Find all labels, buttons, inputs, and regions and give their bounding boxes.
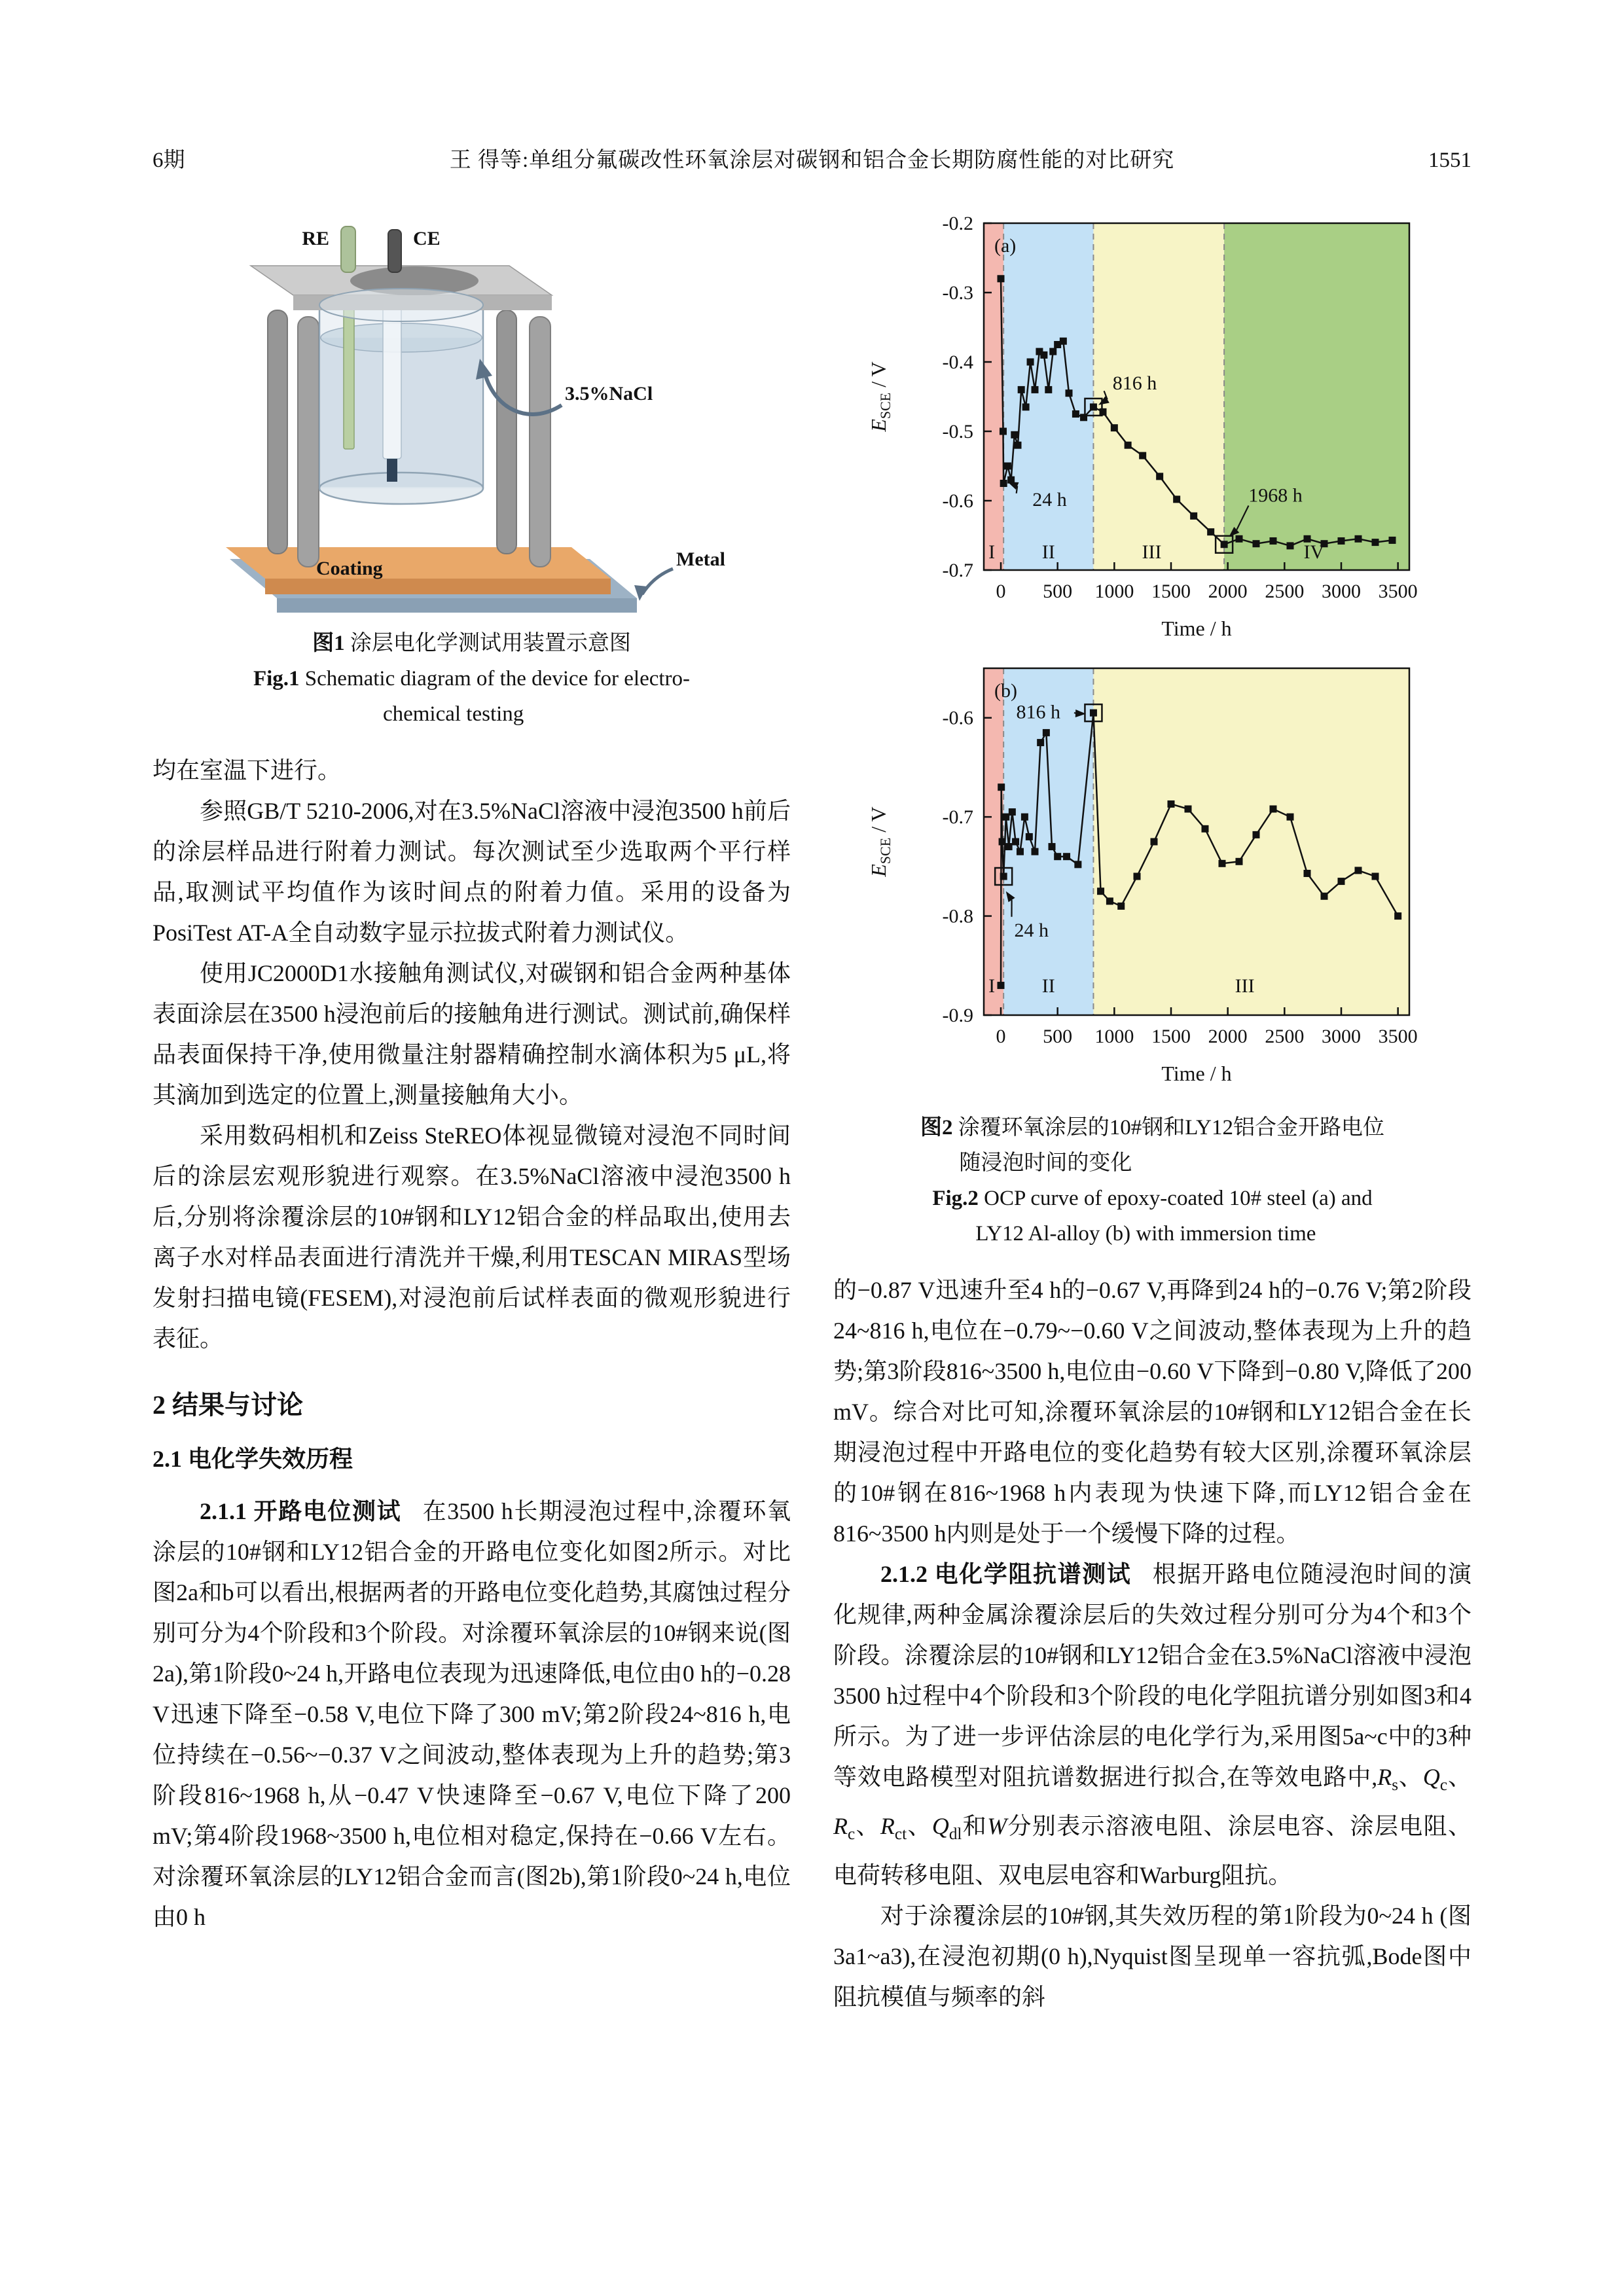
metal-arrow bbox=[634, 569, 673, 601]
svg-text:(a): (a) bbox=[994, 235, 1017, 257]
svg-text:3500: 3500 bbox=[1378, 1026, 1418, 1047]
paragraph: 对于涂覆涂层的10#钢,其失效历程的第1阶段为0~24 h (图3a1~a3),在浸泡初期(0 h),Nyquist图呈现单一容抗弧,Bode图中阻抗模值与频率的斜 bbox=[833, 1903, 1471, 2011]
svg-text:-0.2: -0.2 bbox=[942, 213, 973, 234]
svg-text:I: I bbox=[988, 975, 996, 997]
svg-text:Time / h: Time / h bbox=[1161, 1062, 1232, 1085]
figure-1-caption-cn bbox=[312, 626, 631, 661]
svg-text:0: 0 bbox=[996, 581, 1006, 602]
metal-label: Metal bbox=[676, 548, 725, 570]
figure-1-number-en: Fig.1 bbox=[253, 667, 300, 691]
subsubsection-heading: 2.1.2 电化学阻抗谱测试 bbox=[880, 1561, 1132, 1587]
svg-text:2000: 2000 bbox=[1208, 1026, 1248, 1047]
svg-text:24 h: 24 h bbox=[1014, 919, 1049, 941]
paragraph-text: 在3500 h长期浸泡过程中,涂覆环氧涂层的10#钢和LY12铝合金的开路电位变化如图2所示。对比图2a和b可以看出,根据两者的开路电位变化趋势,其腐蚀过程分别可分为4个阶段和3个阶段。对涂覆环氧涂层的10#钢来说(图2a),第1阶段0~24 h,开路电位表现为迅速降低,电位由0 h的−0.28 V迅速下降至−0.58 V,电位下降了300 mV;第2阶段24~816 h,电位持续在−0.56~−0.37 V之间波动,整体表现为上升的趋势;第3阶段816~1968 h,从−0.47 V快速降至−0.67 V,电位下降了200 mV;第4阶段1968~3500 h,电位相对稳定,保持在−0.66 V左右。对涂覆环氧涂层的LY12铝合金而言(图2b),第1阶段0~24 h,电位由0 h bbox=[153, 1498, 791, 1930]
running-title: 王 得等:单组分氟碳改性环氧涂层对碳钢和铝合金长期防腐性能的对比研究 bbox=[449, 149, 1175, 172]
page-number: 1551 bbox=[1428, 149, 1471, 172]
svg-text:816 h: 816 h bbox=[1112, 372, 1157, 394]
svg-text:-0.5: -0.5 bbox=[942, 421, 973, 442]
ce-label: CE bbox=[413, 228, 441, 249]
figure-1-illustration bbox=[153, 207, 791, 613]
svg-text:ESCE / V: $E_{SCE}$ / V bbox=[867, 361, 893, 432]
svg-text:I: I bbox=[988, 541, 996, 563]
section-heading: 2 结果与讨论 bbox=[153, 1390, 303, 1420]
svg-text:II: II bbox=[1041, 975, 1055, 997]
figure-2-caption-cn-line2: 随浸泡时间的变化 bbox=[959, 1151, 1132, 1175]
svg-text:-0.6: -0.6 bbox=[942, 490, 973, 512]
ocp-chart-b bbox=[833, 652, 1471, 1097]
svg-text:-0.6: -0.6 bbox=[942, 707, 973, 729]
ocp-chart-a bbox=[833, 207, 1471, 652]
svg-text:2000: 2000 bbox=[1208, 581, 1248, 602]
left-column bbox=[153, 196, 791, 1937]
svg-text:III: III bbox=[1235, 975, 1255, 997]
svg-text:1000: 1000 bbox=[1094, 581, 1134, 602]
svg-text:III: III bbox=[1142, 541, 1162, 563]
svg-text:816 h: 816 h bbox=[1016, 701, 1060, 723]
svg-text:1000: 1000 bbox=[1094, 1026, 1134, 1047]
figure-1 bbox=[153, 207, 791, 732]
page-header bbox=[153, 143, 1471, 173]
figure-1-caption-cn-text: 涂层电化学测试用装置示意图 bbox=[344, 632, 631, 655]
paragraph: 均在室温下进行。 bbox=[153, 757, 342, 783]
figure-2 bbox=[833, 207, 1471, 1251]
figure-2-caption-cn-line1 bbox=[920, 1110, 1384, 1145]
right-column-text bbox=[833, 1270, 1471, 2017]
svg-text:1500: 1500 bbox=[1151, 581, 1191, 602]
figure-1-caption-en-text1: Schematic diagram of the device for electro- bbox=[299, 667, 691, 691]
figure-2-caption-en-text1: OCP curve of epoxy-coated 10# steel (a) and bbox=[978, 1187, 1373, 1210]
subsubsection-heading: 2.1.1 开路电位测试 bbox=[200, 1498, 402, 1524]
svg-text:-0.3: -0.3 bbox=[942, 282, 973, 304]
svg-text:-0.4: -0.4 bbox=[942, 351, 973, 373]
svg-text:(b): (b) bbox=[994, 680, 1017, 702]
paragraph bbox=[153, 1491, 791, 1937]
svg-text:24 h: 24 h bbox=[1032, 488, 1067, 511]
paragraph: 参照GB/T 5210-2006,对在3.5%NaCl溶液中浸泡3500 h前后的涂层样品进行附着力测试。每次测试至少选取两个平行样品,取测试平均值作为该时间点的附着力值。采用的设备为PosiTest AT-A全自动数字显示拉拔式附着力测试仪。 bbox=[153, 798, 791, 946]
figure-2-caption-en-line1 bbox=[932, 1181, 1372, 1216]
figure-2-caption-cn-text1: 涂覆环氧涂层的10#钢和LY12铝合金开路电位 bbox=[952, 1116, 1384, 1139]
svg-text:Time / h: Time / h bbox=[1161, 617, 1232, 640]
paragraph-text: 根据开路电位随浸泡时间的演化规律,两种金属涂覆涂层后的失效过程分别可分为4个和3个阶段。涂覆涂层的10#钢和LY12铝合金在3.5%NaCl溶液中浸泡3500 h过程中4个阶段和3个阶段的电化学阻抗谱分别如图3和4所示。为了进一步评估涂层的电化学行为,采用图5a~c中的3种等效电路模型对阻抗谱数据进行拟合,在等效电路中$,R_s$、$Q_c$、$R_c$、$R_{ct}$、$Q_{dl}$和W分别表示溶液电阻、涂层电容、涂层电阻、电荷转移电阻、双电层电容和Warburg阻抗。 bbox=[833, 1561, 1471, 1889]
figure-1-caption-en-line1 bbox=[253, 661, 690, 696]
svg-text:3000: 3000 bbox=[1322, 581, 1361, 602]
paragraph: 的−0.87 V迅速升至4 h的−0.67 V,再降到24 h的−0.76 V;第2阶段24~816 h,电位在−0.79~−0.60 V之间波动,整体表现为上升的趋势;第3阶段816~3500 h,电位由−0.60 V下降到−0.80 V,降低了200 mV。综合对比可知,涂覆环氧涂层的10#钢和LY12铝合金在长期浸泡过程中开路电位的变化趋势有较大区别,涂覆环氧涂层的10#钢在816~1968 h内表现为快速下降,而LY12铝合金在816~3500 h内则是处于一个缓慢下降的过程。 bbox=[833, 1277, 1471, 1547]
subsection-heading: 2.1 电化学失效历程 bbox=[153, 1446, 353, 1472]
paragraph bbox=[833, 1554, 1471, 1895]
coating-layer bbox=[226, 547, 611, 594]
re-label: RE bbox=[302, 228, 329, 249]
svg-text:-0.8: -0.8 bbox=[942, 905, 973, 927]
paragraph: 采用数码相机和Zeiss SteREO体视显微镜对浸泡不同时间后的涂层宏观形貌进行观察。在3.5%NaCl溶液中浸泡3500 h后,分别将涂覆涂层的10#钢和LY12铝合金的样品取出,使用去离子水对样品表面进行清洗并干燥,利用TESCAN MIRAS型场发射扫描电镜(FESEM),对浸泡前后试样表面的微观形貌进行表征。 bbox=[153, 1122, 791, 1352]
svg-text:1500: 1500 bbox=[1151, 1026, 1191, 1047]
figure-1-caption-en-line2: chemical testing bbox=[382, 702, 524, 726]
figure-2-caption-en-line2: LY12 Al-alloy (b) with immersion time bbox=[975, 1222, 1316, 1246]
svg-text:2500: 2500 bbox=[1265, 581, 1305, 602]
figure-2-number-en: Fig.2 bbox=[932, 1187, 979, 1210]
reference-electrode bbox=[341, 226, 355, 272]
figure-1-caption bbox=[153, 626, 791, 732]
right-column bbox=[833, 196, 1471, 2017]
figure-2-caption bbox=[833, 1110, 1471, 1251]
svg-text:500: 500 bbox=[1043, 581, 1073, 602]
left-column-text bbox=[153, 750, 791, 1937]
nacl-label: 3.5%NaCl bbox=[565, 383, 653, 404]
svg-text:0: 0 bbox=[996, 1026, 1006, 1047]
counter-electrode bbox=[388, 230, 401, 272]
svg-text:-0.7: -0.7 bbox=[942, 806, 973, 829]
svg-text:II: II bbox=[1041, 541, 1055, 563]
svg-text:IV: IV bbox=[1303, 541, 1325, 563]
svg-text:3500: 3500 bbox=[1378, 581, 1418, 602]
coating-label: Coating bbox=[316, 558, 383, 579]
svg-text:500: 500 bbox=[1043, 1026, 1073, 1047]
paragraph: 使用JC2000D1水接触角测试仪,对碳钢和铝合金两种基体表面涂层在3500 h浸泡前后的接触角进行测试。测试前,确保样品表面保持干净,使用微量注射器精确控制水滴体积为5 μL,将其滴加到选定的位置上,测量接触角大小。 bbox=[153, 960, 791, 1108]
svg-text:1968 h: 1968 h bbox=[1248, 484, 1303, 507]
svg-text:3000: 3000 bbox=[1322, 1026, 1361, 1047]
figure-2-number-cn: 图2 bbox=[920, 1116, 953, 1139]
figure-1-number-cn: 图1 bbox=[312, 632, 345, 655]
svg-text:-0.9: -0.9 bbox=[942, 1005, 973, 1026]
journal-issue: 6期 bbox=[153, 149, 185, 172]
svg-text:ESCE / V: $E_{SCE}$ / V bbox=[867, 806, 893, 877]
svg-text:2500: 2500 bbox=[1265, 1026, 1305, 1047]
svg-text:-0.7: -0.7 bbox=[942, 560, 973, 581]
